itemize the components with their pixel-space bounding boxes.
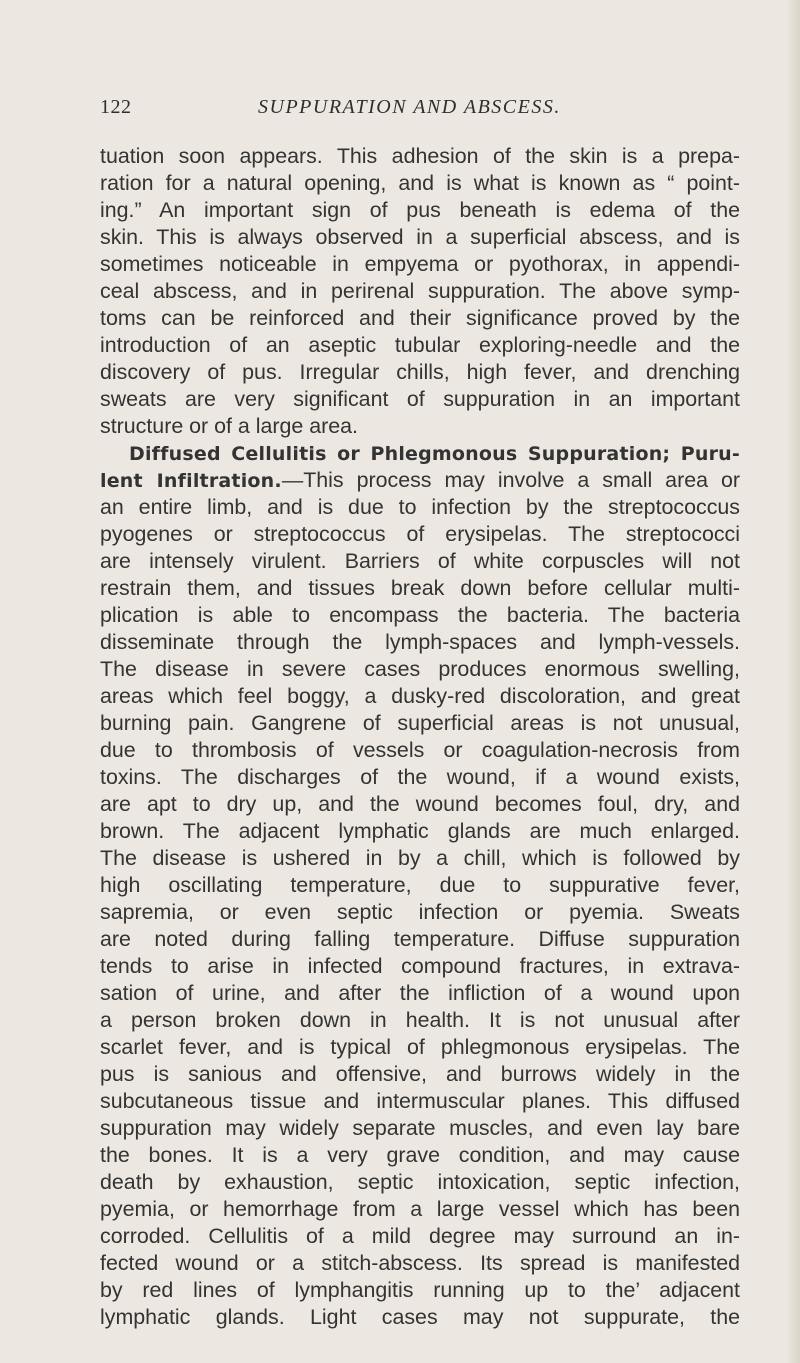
text-line: subcutaneous tissue and intermuscular planes. This diffused xyxy=(100,1089,740,1113)
text-line: due to thrombosis of vessels or coagulation-necrosis from xyxy=(100,738,740,762)
text-line: tuation soon appears. This adhesion of the skin is a prepa- xyxy=(100,144,740,168)
text-line: restrain them, and tissues break down before cellular multi- xyxy=(100,576,740,600)
text-line: ration for a natural opening, and is what is known as “ point- xyxy=(100,171,740,195)
text-line: pyemia, or hemorrhage from a large vessel which has been xyxy=(100,1197,740,1221)
text-line: by red lines of lymphangitis running up to the’ adjacent xyxy=(100,1278,740,1302)
text-line: sation of urine, and after the infliction of a wound upon xyxy=(100,981,740,1005)
text-line: The disease in severe cases produces enormous swelling, xyxy=(100,657,740,681)
text-line: skin. This is always observed in a superficial abscess, and is xyxy=(100,225,740,249)
text-line: ing.” An important sign of pus beneath is edema of the xyxy=(100,198,740,222)
section-heading-continued: lent Infiltration. xyxy=(100,470,282,492)
text-line: pyogenes or streptococcus of erysipelas. The streptococci xyxy=(100,522,740,546)
text-line: introduction of an aseptic tubular exploring-needle and the xyxy=(100,333,740,357)
text-line: The disease is ushered in by a chill, which is followed by xyxy=(100,846,740,870)
text-line: sapremia, or even septic infection or pyemia. Sweats xyxy=(100,900,740,924)
text-line: disseminate through the lymph-spaces and lymph-vessels. xyxy=(100,630,740,654)
text-line: suppuration may widely separate muscles, and even lay bare xyxy=(100,1116,740,1140)
text-line: are apt to dry up, and the wound becomes foul, dry, and xyxy=(100,792,740,816)
text-line: pus is sanious and offensive, and burrows widely in the xyxy=(100,1062,740,1086)
text-line: scarlet fever, and is typical of phlegmonous erysipelas. The xyxy=(100,1035,740,1059)
section-heading-line xyxy=(100,440,740,467)
text-line: high oscillating temperature, due to suppurative fever, xyxy=(100,873,740,897)
text-line: tends to arise in infected compound fractures, in extrava- xyxy=(100,954,740,978)
text-line: ceal abscess, and in perirenal suppuration. The above symp- xyxy=(100,279,740,303)
text-line: fected wound or a stitch-abscess. Its spread is manifested xyxy=(100,1251,740,1275)
section-heading-line-2 xyxy=(100,467,740,494)
text-line: burning pain. Gangrene of superficial areas is not unusual, xyxy=(100,711,740,735)
page-number: 122 xyxy=(100,96,132,118)
text-line: sweats are very significant of suppuration in an important xyxy=(100,387,740,411)
text-line: are intensely virulent. Barriers of white corpuscles will not xyxy=(100,549,740,573)
text-line: lymphatic glands. Light cases may not suppurate, the xyxy=(100,1305,740,1329)
text-line: the bones. It is a very grave condition, and may cause xyxy=(100,1143,740,1167)
text-line: brown. The adjacent lymphatic glands are much enlarged. xyxy=(100,819,740,843)
text-line: sometimes noticeable in empyema or pyothorax, in appendi- xyxy=(100,252,740,276)
text-line: toxins. The discharges of the wound, if a wound exists, xyxy=(100,765,740,789)
text-line: toms can be reinforced and their significance proved by the xyxy=(100,306,740,330)
section-heading: Diffused Cellulitis or Phlegmonous Suppuration; Puru- xyxy=(129,443,740,465)
text-line: corroded. Cellulitis of a mild degree may surround an in- xyxy=(100,1224,740,1248)
text-line: an entire limb, and is due to infection by the streptococcus xyxy=(100,495,740,519)
page-title: SUPPURATION AND ABSCESS. xyxy=(258,96,561,118)
text-line: discovery of pus. Irregular chills, high fever, and drenching xyxy=(100,360,740,384)
page-edge-shadow xyxy=(786,0,800,1363)
text-line: a person broken down in health. It is not unusual after xyxy=(100,1008,740,1032)
text-line: areas which feel boggy, a dusky-red discoloration, and great xyxy=(100,684,740,708)
text-line: structure or of a large area. xyxy=(100,414,359,438)
text-line: are noted during falling temperature. Diffuse suppuration xyxy=(100,927,740,951)
text-line: plication is able to encompass the bacteria. The bacteria xyxy=(100,603,740,627)
section-heading-tail: —This process may involve a small area or xyxy=(281,468,740,492)
body-text xyxy=(100,143,740,1331)
running-head xyxy=(100,96,740,122)
text-line: death by exhaustion, septic intoxication, septic infection, xyxy=(100,1170,740,1194)
